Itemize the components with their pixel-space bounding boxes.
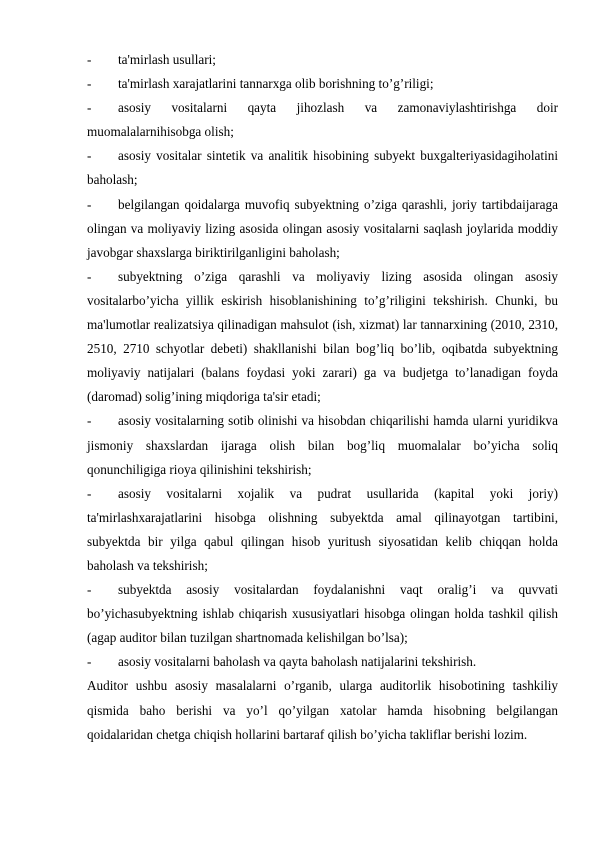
dash-bullet: -: [87, 52, 92, 67]
list-item-text: asosiy vositalarning sotib olinishi va hisobdan chiqarilishi hamda ularni yuridikva jismoniy shaxslardan ijaraga olish bilan bog’liq muomalalar bo’yicha soliq qonunchiligiga rioya qilinishini tekshirish;: [87, 413, 558, 477]
list-item-text: belgilangan qoidalarga muvofiq subyektning o’ziga qarashli, joriy tartibdaijaraga olingan va moliyaviy lizing asosida olingan asosiy vositalarni saqlash joylarida moddiy javobgar shaxslarga biriktirilganligini baholash;: [87, 196, 558, 260]
list-item-text: subyektda asosiy vositalardan foydalanishni vaqt oralig’i va quvvati bo’yichasubyektning ishlab chiqarish xususiyatlari hisobga olingan holda tashkil qilish (agap auditor bilan tuzilgan shartnomada kelishilgan bo’lsa);: [87, 582, 558, 646]
list-item: [87, 650, 558, 674]
list-item: [87, 409, 558, 481]
dash-bullet: -: [87, 413, 92, 429]
list-item: [87, 144, 558, 192]
list-item: [87, 578, 558, 650]
dash-bullet: -: [87, 582, 92, 598]
list-item-text: asosiy vositalarni baholash va qayta baholash natijalarini tekshirish.: [118, 654, 477, 670]
list-item: [87, 265, 558, 410]
dash-bullet: -: [87, 485, 92, 501]
dash-bullet: -: [87, 100, 92, 116]
list-item: [87, 72, 558, 96]
dash-bullet: -: [87, 654, 92, 670]
document-body: [87, 48, 558, 747]
list-item-text: ta'mirlash xarajatlarini tannarxga olib borishning to’g’riligi;: [118, 76, 434, 92]
list-item-text: asosiy vositalarni qayta jihozlash va zamonaviylashtirishga doir muomalalarnihisobga olish;: [87, 100, 558, 140]
list-item-text: asosiy vositalarni xojalik va pudrat usullarida (kapital yoki joriy) ta'mirlashxarajatlarini hisobga olishning subyektda amal qilinayotgan tartibini, subyektda bir yilga qabul qilingan hisob yuritush siyosatidan kelib chiqqan holda baholash va tekshirish;: [87, 485, 558, 573]
list-item: [87, 482, 558, 578]
closing-paragraph: Auditor ushbu asosiy masalalarni o’rganib, ularga auditorlik hisobotining tashkiliy qismida baho berishi va yo’l qo’yilgan xatolar hamda hisobning belgilangan qoidalaridan chetga chiqish hollarini bartaraf qilish bo’yicha takliflar berishi lozim.: [87, 678, 558, 742]
dash-bullet: -: [87, 268, 92, 284]
list-item-text: asosiy vositalar sintetik va analitik hisobining subyekt buxgalteriyasidagiholatini baholash;: [87, 148, 558, 188]
list-item: [87, 193, 558, 265]
dash-bullet: -: [87, 196, 92, 212]
dash-bullet: -: [87, 148, 92, 164]
dash-bullet: -: [87, 76, 92, 92]
list-item: [87, 48, 558, 72]
list-item-text: ta'mirlash usullari;: [118, 52, 216, 67]
list-item-text: subyektning o’ziga qarashli va moliyaviy lizing asosida olingan asosiy vositalarbo’yicha yillik eskirish hisoblanishining to’g’riligini tekshirish. Chunki, bu ma'lumotlar realizatsiya qilinadigan mahsulot (ish, xizmat) lar tannarxining (2010, 2310, 2510, 2710 schyotlar debeti) shakllanishi bilan bog’liq bo’lib, oqibatda subyektning moliyaviy natijalari (balans foydasi yoki zarari) ga va budjetga to’lanadigan foyda (daromad) solig’ining miqdoriga ta'sir etadi;: [87, 268, 558, 405]
list-item: [87, 96, 558, 144]
